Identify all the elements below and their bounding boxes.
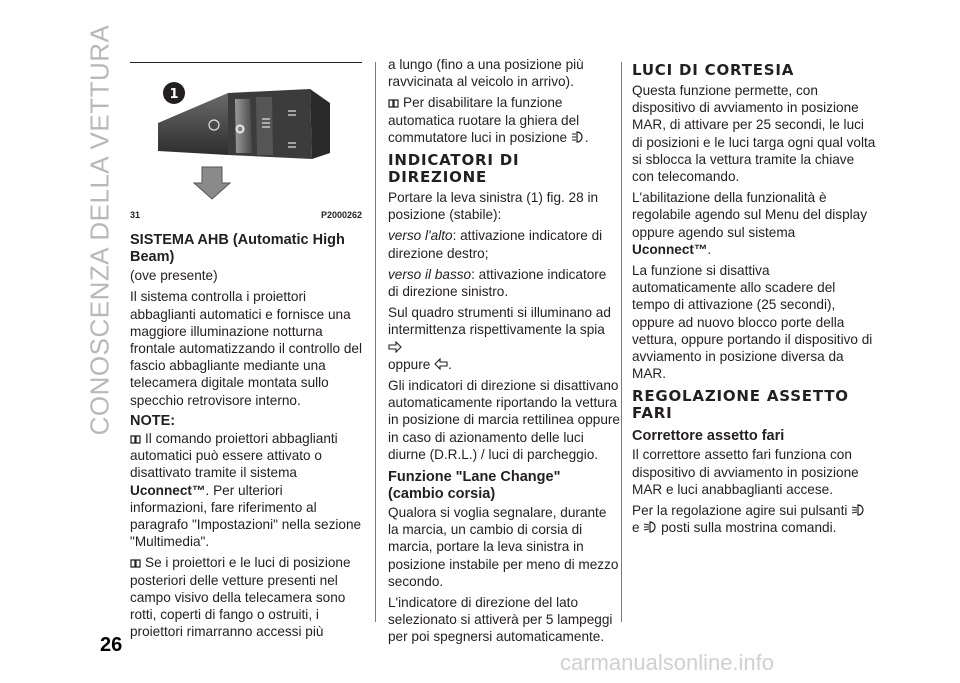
subsection-heading: Correttore assetto fari <box>632 428 785 445</box>
section-heading: INDICATORI DI DIREZIONE <box>388 151 520 187</box>
auto-light-icon <box>571 131 585 143</box>
turn-left-icon <box>434 358 448 370</box>
callout-number: 1 <box>169 87 179 102</box>
book-icon <box>388 99 399 108</box>
figure-code: P2000262 <box>320 210 362 220</box>
paragraph: Il sistema controlla i proiettori abbaglianti automatici e fornisce una maggiore illuminazione notturna frontale automatizzando il controllo del fascio abbagliante mediante una telecamera digitale montata sullo specchio retrovisore interno. <box>130 289 362 408</box>
page-number: 26 <box>100 634 123 656</box>
column-divider <box>375 62 376 622</box>
paragraph: L'indicatore di direzione del lato selezionato si attiverà per 5 lampeggi per poi spegnersi automaticamente. <box>388 595 613 645</box>
column-divider <box>621 62 622 622</box>
figure-number: 31 <box>130 210 141 220</box>
book-icon <box>130 435 141 444</box>
headlight-level-icon <box>851 504 865 516</box>
figure-caption <box>130 207 362 224</box>
column-3 <box>632 56 876 540</box>
figure-stalk <box>130 62 362 205</box>
paragraph: Per la regolazione agire sui pulsanti e posti sulla mostrina comandi. <box>632 502 876 536</box>
paragraph: La funzione si disattiva automaticamente allo scadere del tempo di attivazione (25 secondi), oppure ad nuovo blocco porte della vettura, oppure portando il dispositivo di avviamento in posizione diversa da MAR. <box>632 263 873 382</box>
paragraph: a lungo (fino a una posizione più ravvicinata al veicolo in arrivo). <box>388 57 584 90</box>
paragraph: Il correttore assetto fari funziona con dispositivo di avviamento in posizione MAR e luci anabbaglianti accese. <box>632 447 859 497</box>
note-heading: NOTE: <box>130 412 176 429</box>
headlight-level-icon <box>643 521 657 533</box>
paragraph: verso il basso: attivazione indicatore di direzione sinistro. <box>388 266 607 300</box>
watermark: carmanualsonline.info <box>560 650 775 675</box>
turn-right-icon <box>388 341 402 353</box>
section-title: SISTEMA AHB (Automatic High Beam) <box>130 232 345 266</box>
callout-badge <box>163 82 185 104</box>
section-heading: REGOLAZIONE ASSETTO FARI <box>632 387 849 423</box>
note-paragraph: Il comando proiettori abbaglianti automatici può essere attivato o disattivato tramite il sistema Uconnect™. Per ulteriori informazioni, fare riferimento al paragrafo "Impostazioni" nella sezione "Multimedia". <box>130 431 362 550</box>
down-arrow-icon <box>194 167 230 199</box>
side-section-title <box>80 24 120 436</box>
stalk-illustration <box>130 63 362 205</box>
column-2 <box>388 56 620 650</box>
paragraph: verso l'alto: attivazione indicatore di direzione destro; <box>388 228 603 261</box>
book-icon <box>130 559 141 568</box>
note-paragraph: Se i proiettori e le luci di posizione posteriori delle vetture presenti nel campo visivo della telecamera sono rotti, coperti di fango o ostruiti, i proiettori rimarranno accessi più <box>130 555 351 640</box>
column-1 <box>130 60 362 644</box>
paragraph: Portare la leva sinistra (1) fig. 28 in posizione (stabile): <box>388 190 599 223</box>
side-title-text: CONOSCENZA DELLA VETTURA <box>84 24 115 436</box>
paragraph: Gli indicatori di direzione si disattivano automaticamente riportando la vettura in posizione di marcia rettilinea oppure in caso di azionamento delle luci diurne (D.R.L.) / luci di parcheggio. <box>388 378 620 462</box>
paragraph: L'abilitazione della funzionalità è regolabile agendo sul Menu del display oppure agendo sul sistema Uconnect™. <box>632 190 868 257</box>
section-subtitle: (ove presente) <box>130 268 218 284</box>
subsection-heading: Funzione "Lane Change" (cambio corsia) <box>388 469 561 503</box>
paragraph: Questa funzione permette, con dispositivo di avviamento in posizione MAR, di attivare per 25 secondi, le luci di posizioni e le luci targa ogni qual volta si sblocca la vettura tramite la chiave con telecomando. <box>632 83 876 185</box>
note-paragraph: Per disabilitare la funzione automatica ruotare la ghiera del commutatore luci in posizione . <box>388 95 589 145</box>
paragraph: Sul quadro strumenti si illuminano ad intermittenza rispettivamente la spia oppure . <box>388 305 611 372</box>
paragraph: Qualora si voglia segnalare, durante la marcia, un cambio di corsia di marcia, portare la leva sinistra in posizione instabile per meno di mezzo secondo. <box>388 505 619 589</box>
section-heading: LUCI DI CORTESIA <box>632 61 795 79</box>
